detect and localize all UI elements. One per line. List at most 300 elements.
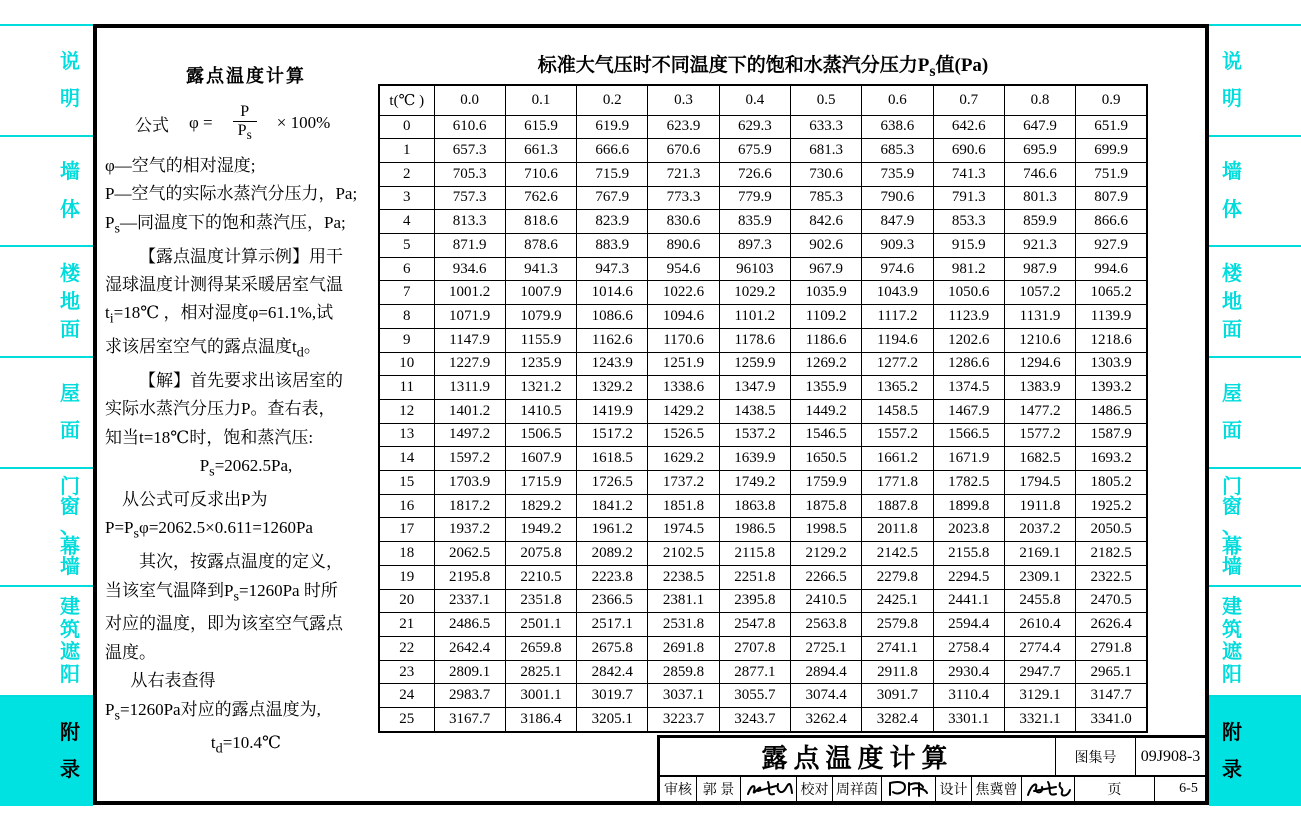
article-line-2: $P_s—$同温度下的饱和蒸汽压，Pa; bbox=[105, 212, 346, 237]
table-row-18 bbox=[379, 542, 1147, 566]
table-cell: 1851.8 bbox=[648, 494, 719, 518]
table-cell: 1393.2 bbox=[1076, 376, 1147, 400]
table-cell: 2659.8 bbox=[505, 636, 576, 660]
table-cell: 859.9 bbox=[1004, 210, 1075, 234]
table-cell: 670.6 bbox=[648, 139, 719, 163]
reviewer-signature-icon bbox=[744, 779, 794, 799]
table-cell: 1911.8 bbox=[1004, 494, 1075, 518]
table-cell: 897.3 bbox=[719, 234, 790, 258]
row-temp-label: 24 bbox=[379, 684, 434, 708]
table-cell: 2210.5 bbox=[505, 565, 576, 589]
designer-signature-icon bbox=[1022, 779, 1074, 799]
article-line-13: 其次，按露点温度的定义， bbox=[139, 552, 343, 572]
row-temp-label: 1 bbox=[379, 139, 434, 163]
table-cell: 638.6 bbox=[862, 115, 933, 139]
checker-signature bbox=[881, 777, 935, 801]
table-cell: 615.9 bbox=[505, 115, 576, 139]
table-cell: 1438.5 bbox=[719, 399, 790, 423]
sidebar-item-char: 墙 bbox=[1222, 161, 1242, 184]
table-cell: 1597.2 bbox=[434, 447, 505, 471]
sidebar-item-char: 楼 bbox=[60, 262, 80, 285]
formula-rhs: × 100% bbox=[276, 113, 331, 132]
table-cell: 818.6 bbox=[505, 210, 576, 234]
article-line-10: $P_s=2062.5Pa$, bbox=[199, 456, 293, 480]
table-cell: 757.3 bbox=[434, 186, 505, 210]
table-cell: 1937.2 bbox=[434, 518, 505, 542]
table-cell: 3262.4 bbox=[790, 708, 861, 732]
sidebar-item-char: 面 bbox=[1222, 318, 1242, 341]
table-cell: 685.3 bbox=[862, 139, 933, 163]
row-temp-label: 10 bbox=[379, 352, 434, 376]
table-cell: 726.6 bbox=[719, 162, 790, 186]
table-cell: 2351.8 bbox=[505, 589, 576, 613]
table-cell: 2395.8 bbox=[719, 589, 790, 613]
article-dew-point bbox=[105, 58, 387, 763]
table-cell: 830.6 bbox=[648, 210, 719, 234]
row-temp-label: 19 bbox=[379, 565, 434, 589]
table-cell: 2050.5 bbox=[1076, 518, 1147, 542]
table-cell: 1557.2 bbox=[862, 423, 933, 447]
table-cell: 3205.1 bbox=[577, 708, 648, 732]
table-cell: 909.3 bbox=[862, 234, 933, 258]
table-cell: 2023.8 bbox=[933, 518, 1004, 542]
article-line-4: 湿球温度计测得某采暖居室气温 bbox=[105, 275, 343, 295]
table-cell: 779.9 bbox=[719, 186, 790, 210]
table-cell: 785.3 bbox=[790, 186, 861, 210]
sidebar-item-char: 筑 bbox=[1222, 618, 1242, 641]
reviewer-signature bbox=[740, 777, 796, 801]
table-cell: 1178.6 bbox=[719, 328, 790, 352]
table-cell: 3301.1 bbox=[933, 708, 1004, 732]
table-cell: 3074.4 bbox=[790, 684, 861, 708]
table-cell: 1022.6 bbox=[648, 281, 719, 305]
checker-signature-icon bbox=[885, 779, 933, 799]
sidebar-item-0 bbox=[1209, 24, 1301, 135]
table-cell: 1974.5 bbox=[648, 518, 719, 542]
sidebar-item-char: 门 bbox=[1222, 475, 1242, 498]
table-cell: 1071.9 bbox=[434, 305, 505, 329]
table-cell: 2223.8 bbox=[577, 565, 648, 589]
table-row-20 bbox=[379, 589, 1147, 613]
sidebar-item-char: 建 bbox=[1222, 596, 1242, 619]
table-cell: 994.6 bbox=[1076, 257, 1147, 281]
table-cell: 1079.9 bbox=[505, 305, 576, 329]
table-cell: 2758.4 bbox=[933, 636, 1004, 660]
table-cell: 2859.8 bbox=[648, 660, 719, 684]
table-cell: 878.6 bbox=[505, 234, 576, 258]
table-cell: 2182.5 bbox=[1076, 542, 1147, 566]
table-cell: 2965.1 bbox=[1076, 660, 1147, 684]
table-row-1 bbox=[379, 139, 1147, 163]
table-cell: 3129.1 bbox=[1004, 684, 1075, 708]
article-line-17: 从右表查得 bbox=[130, 671, 216, 691]
table-cell: 1477.2 bbox=[1004, 399, 1075, 423]
sidebar-item-char: 说 bbox=[1222, 50, 1242, 73]
row-temp-label: 9 bbox=[379, 328, 434, 352]
table-cell: 657.3 bbox=[434, 139, 505, 163]
formula-label: 公式 bbox=[135, 115, 169, 135]
page-label: 页 bbox=[1074, 777, 1154, 801]
table-cell: 2517.1 bbox=[577, 613, 648, 637]
table-cell: 2707.8 bbox=[719, 636, 790, 660]
table-cell: 1210.6 bbox=[1004, 328, 1075, 352]
sidebar-item-5 bbox=[0, 585, 93, 696]
table-cell: 666.6 bbox=[577, 139, 648, 163]
sidebar-item-char: 、 bbox=[60, 515, 80, 538]
table-cell: 2741.1 bbox=[862, 636, 933, 660]
article-line-16: 温度。 bbox=[105, 642, 156, 662]
table-cell: 2011.8 bbox=[862, 518, 933, 542]
sheet-title: 露点温度计算 bbox=[761, 744, 954, 773]
table-cell: 1269.2 bbox=[790, 352, 861, 376]
table-cell: 2322.5 bbox=[1076, 565, 1147, 589]
table-cell: 2894.4 bbox=[790, 660, 861, 684]
table-header-temp: t(℃ ) bbox=[379, 85, 434, 115]
table-cell: 3186.4 bbox=[505, 708, 576, 732]
table-row-8 bbox=[379, 305, 1147, 329]
row-temp-label: 6 bbox=[379, 257, 434, 281]
table-cell: 1123.9 bbox=[933, 305, 1004, 329]
table-cell: 2531.8 bbox=[648, 613, 719, 637]
table-cell: 695.9 bbox=[1004, 139, 1075, 163]
table-cell: 1537.2 bbox=[719, 423, 790, 447]
table-cell: 2155.8 bbox=[933, 542, 1004, 566]
sidebar-item-6 bbox=[1209, 695, 1301, 806]
table-cell: 746.6 bbox=[1004, 162, 1075, 186]
table-cell: 675.9 bbox=[719, 139, 790, 163]
sidebar-item-char: 墙 bbox=[60, 161, 80, 184]
table-cell: 3019.7 bbox=[577, 684, 648, 708]
table-cell: 1401.2 bbox=[434, 399, 505, 423]
table-cell: 3110.4 bbox=[933, 684, 1004, 708]
table-cell: 890.6 bbox=[648, 234, 719, 258]
table-cell: 954.6 bbox=[648, 257, 719, 281]
table-row-25 bbox=[379, 708, 1147, 732]
table-cell: 1101.2 bbox=[719, 305, 790, 329]
article-line-12: $P=P_s\varphi=2062.5\times 0.611=1260Pa$ bbox=[105, 518, 313, 542]
table-cell: 2455.8 bbox=[1004, 589, 1075, 613]
table-cell: 1467.9 bbox=[933, 399, 1004, 423]
table-cell: 934.6 bbox=[434, 257, 505, 281]
table-header-0.6: 0.6 bbox=[862, 85, 933, 115]
row-temp-label: 3 bbox=[379, 186, 434, 210]
table-row-10 bbox=[379, 352, 1147, 376]
table-cell: 1050.6 bbox=[933, 281, 1004, 305]
table-cell: 1147.9 bbox=[434, 328, 505, 352]
row-temp-label: 8 bbox=[379, 305, 434, 329]
sidebar-item-char: 屋 bbox=[1222, 382, 1242, 405]
table-cell: 791.3 bbox=[933, 186, 1004, 210]
table-cell: 801.3 bbox=[1004, 186, 1075, 210]
sidebar-item-char: 录 bbox=[1222, 759, 1242, 782]
table-cell: 642.6 bbox=[933, 115, 1004, 139]
table-cell: 1998.5 bbox=[790, 518, 861, 542]
table-cell: 790.6 bbox=[862, 186, 933, 210]
table-cell: 629.3 bbox=[719, 115, 790, 139]
article-line-6: 求该居室空气的露点温度$t_d$。 bbox=[105, 337, 321, 361]
table-cell: 3091.7 bbox=[862, 684, 933, 708]
sidebar-item-5 bbox=[1209, 585, 1301, 696]
table-row-11 bbox=[379, 376, 1147, 400]
table-cell: 1875.8 bbox=[790, 494, 861, 518]
row-temp-label: 23 bbox=[379, 660, 434, 684]
row-temp-label: 20 bbox=[379, 589, 434, 613]
row-temp-label: 2 bbox=[379, 162, 434, 186]
atlas-number-label: 图集号 bbox=[1055, 738, 1135, 775]
table-cell: 1805.2 bbox=[1076, 471, 1147, 495]
table-cell: 2791.8 bbox=[1076, 636, 1147, 660]
table-cell: 773.3 bbox=[648, 186, 719, 210]
row-temp-label: 21 bbox=[379, 613, 434, 637]
table-cell: 967.9 bbox=[790, 257, 861, 281]
table-header-row bbox=[379, 85, 1147, 115]
table-cell: 921.3 bbox=[1004, 234, 1075, 258]
table-row-9 bbox=[379, 328, 1147, 352]
table-cell: 2470.5 bbox=[1076, 589, 1147, 613]
table-cell: 3243.7 bbox=[719, 708, 790, 732]
table-cell: 1517.2 bbox=[577, 423, 648, 447]
table-cell: 2911.8 bbox=[862, 660, 933, 684]
table-cell: 902.6 bbox=[790, 234, 861, 258]
table-cell: 1782.5 bbox=[933, 471, 1004, 495]
row-temp-label: 5 bbox=[379, 234, 434, 258]
table-cell: 1577.2 bbox=[1004, 423, 1075, 447]
table-cell: 1419.9 bbox=[577, 399, 648, 423]
table-cell: 1007.9 bbox=[505, 281, 576, 305]
table-cell: 1486.5 bbox=[1076, 399, 1147, 423]
row-temp-label: 18 bbox=[379, 542, 434, 566]
article-line-14: 当该室气温降到$P_s=1260Pa$ 时所 bbox=[105, 580, 338, 605]
table-cell: 1014.6 bbox=[577, 281, 648, 305]
table-cell: 883.9 bbox=[577, 234, 648, 258]
table-cell: 2195.8 bbox=[434, 565, 505, 589]
table-cell: 987.9 bbox=[1004, 257, 1075, 281]
table-cell: 710.6 bbox=[505, 162, 576, 186]
table-cell: 2547.8 bbox=[719, 613, 790, 637]
reviewer-label: 审核 bbox=[664, 783, 692, 798]
sidebar-item-char: 遮 bbox=[60, 641, 80, 664]
table-cell: 1899.8 bbox=[933, 494, 1004, 518]
table-cell: 690.6 bbox=[933, 139, 1004, 163]
table-cell: 1458.5 bbox=[862, 399, 933, 423]
table-cell: 2642.4 bbox=[434, 636, 505, 660]
table-cell: 1294.6 bbox=[1004, 352, 1075, 376]
row-temp-label: 7 bbox=[379, 281, 434, 305]
table-cell: 2825.1 bbox=[505, 660, 576, 684]
checker-label: 校对 bbox=[796, 777, 832, 801]
table-cell: 1035.9 bbox=[790, 281, 861, 305]
article-lines bbox=[105, 152, 387, 763]
sidebar-item-char: 面 bbox=[60, 420, 80, 443]
table-cell: 2102.5 bbox=[648, 542, 719, 566]
table-cell: 1497.2 bbox=[434, 423, 505, 447]
table-cell: 807.9 bbox=[1076, 186, 1147, 210]
table-cell: 835.9 bbox=[719, 210, 790, 234]
table-cell: 735.9 bbox=[862, 162, 933, 186]
table-cell: 2410.5 bbox=[790, 589, 861, 613]
table-cell: 2169.1 bbox=[1004, 542, 1075, 566]
sidebar-item-char: 说 bbox=[60, 50, 80, 73]
table-cell: 751.9 bbox=[1076, 162, 1147, 186]
table-cell: 1117.2 bbox=[862, 305, 933, 329]
table-row-15 bbox=[379, 471, 1147, 495]
table-cell: 2337.1 bbox=[434, 589, 505, 613]
table-cell: 619.9 bbox=[577, 115, 648, 139]
table-cell: 1726.5 bbox=[577, 471, 648, 495]
table-cell: 1817.2 bbox=[434, 494, 505, 518]
table-cell: 1057.2 bbox=[1004, 281, 1075, 305]
table-row-24 bbox=[379, 684, 1147, 708]
table-cell: 1661.2 bbox=[862, 447, 933, 471]
table-cell: 1235.9 bbox=[505, 352, 576, 376]
table-cell: 1863.8 bbox=[719, 494, 790, 518]
table-row-3 bbox=[379, 186, 1147, 210]
sidebar-item-char: 地 bbox=[1222, 290, 1242, 313]
table-cell: 981.2 bbox=[933, 257, 1004, 281]
sidebar-item-char: 墙 bbox=[1222, 555, 1242, 578]
table-cell: 1841.2 bbox=[577, 494, 648, 518]
table-cell: 1303.9 bbox=[1076, 352, 1147, 376]
table-cell: 3055.7 bbox=[719, 684, 790, 708]
title-block-bottom-row bbox=[660, 775, 1205, 801]
table-cell: 1639.9 bbox=[719, 447, 790, 471]
table-cell: 1286.6 bbox=[933, 352, 1004, 376]
sidebar-left-tabs bbox=[0, 24, 93, 806]
row-temp-label: 0 bbox=[379, 115, 434, 139]
table-cell: 1671.9 bbox=[933, 447, 1004, 471]
reviewer-name: 郭 景 bbox=[696, 777, 740, 801]
table-row-5 bbox=[379, 234, 1147, 258]
table-row-16 bbox=[379, 494, 1147, 518]
table-cell: 1449.2 bbox=[790, 399, 861, 423]
sidebar-item-char: 墙 bbox=[60, 555, 80, 578]
table-cell: 1227.9 bbox=[434, 352, 505, 376]
table-row-6 bbox=[379, 257, 1147, 281]
table-header-0.9: 0.9 bbox=[1076, 85, 1147, 115]
sidebar-item-4 bbox=[0, 467, 93, 585]
article-line-3: 【露点温度计算示例】用干 bbox=[139, 246, 343, 266]
table-cell: 847.9 bbox=[862, 210, 933, 234]
checker-name: 周祥茵 bbox=[832, 777, 881, 801]
table-cell: 941.3 bbox=[505, 257, 576, 281]
table-cell: 3341.0 bbox=[1076, 708, 1147, 732]
table-cell: 1526.5 bbox=[648, 423, 719, 447]
table-cell: 2425.1 bbox=[862, 589, 933, 613]
article-line-11: 从公式可反求出P为 bbox=[122, 490, 268, 510]
table-cell: 2279.8 bbox=[862, 565, 933, 589]
table-cell: 1374.5 bbox=[933, 376, 1004, 400]
sidebar-item-char: 筑 bbox=[60, 618, 80, 641]
table-cell: 721.3 bbox=[648, 162, 719, 186]
sidebar-item-char: 阳 bbox=[1222, 663, 1242, 686]
table-cell: 1029.2 bbox=[719, 281, 790, 305]
formula-numerator: P bbox=[240, 103, 250, 121]
sidebar-item-char: 阳 bbox=[60, 663, 80, 686]
table-cell: 1925.2 bbox=[1076, 494, 1147, 518]
table-row-12 bbox=[379, 399, 1147, 423]
table-cell: 705.3 bbox=[434, 162, 505, 186]
table-cell: 2725.1 bbox=[790, 636, 861, 660]
table-cell: 2774.4 bbox=[1004, 636, 1075, 660]
table-cell: 2381.1 bbox=[648, 589, 719, 613]
table-cell: 3037.1 bbox=[648, 684, 719, 708]
table-cell: 871.9 bbox=[434, 234, 505, 258]
formula bbox=[105, 98, 387, 148]
table-cell: 2238.5 bbox=[648, 565, 719, 589]
table-cell: 633.3 bbox=[790, 115, 861, 139]
table-body bbox=[379, 115, 1147, 732]
table-cell: 2691.8 bbox=[648, 636, 719, 660]
sidebar-item-char: 明 bbox=[1222, 88, 1242, 111]
sidebar-item-0 bbox=[0, 24, 93, 135]
row-temp-label: 13 bbox=[379, 423, 434, 447]
table-cell: 96103 bbox=[719, 257, 790, 281]
article-line-8: 实际水蒸汽分压力P。查右表， bbox=[105, 399, 336, 419]
formula-denominator: $P_s$ bbox=[233, 121, 257, 143]
table-header-0.8: 0.8 bbox=[1004, 85, 1075, 115]
table-cell: 1202.6 bbox=[933, 328, 1004, 352]
table-cell: 2294.5 bbox=[933, 565, 1004, 589]
table-cell: 823.9 bbox=[577, 210, 648, 234]
page-frame bbox=[93, 24, 1209, 805]
designer-label: 设计 bbox=[935, 777, 971, 801]
table-cell: 661.3 bbox=[505, 139, 576, 163]
sidebar-item-3 bbox=[0, 356, 93, 467]
table-cell: 1429.2 bbox=[648, 399, 719, 423]
table-cell: 1355.9 bbox=[790, 376, 861, 400]
article-line-15: 对应的温度，即为该室空气露点 bbox=[105, 614, 343, 634]
table-cell: 1259.9 bbox=[719, 352, 790, 376]
table-cell: 3147.7 bbox=[1076, 684, 1147, 708]
table-cell: 1566.5 bbox=[933, 423, 1004, 447]
table-cell: 2675.8 bbox=[577, 636, 648, 660]
sidebar-item-4 bbox=[1209, 467, 1301, 585]
table-title: 标准大气压时不同温度下的饱和水蒸汽分压力$P_s$值(Pa) bbox=[537, 55, 989, 80]
table-cell: 1607.9 bbox=[505, 447, 576, 471]
row-temp-label: 11 bbox=[379, 376, 434, 400]
table-row-2 bbox=[379, 162, 1147, 186]
formula-fraction bbox=[233, 103, 257, 143]
row-temp-label: 15 bbox=[379, 471, 434, 495]
sidebar-item-char: 窗 bbox=[60, 495, 80, 518]
table-cell: 699.9 bbox=[1076, 139, 1147, 163]
page-number: 6-5 bbox=[1154, 777, 1222, 801]
sidebar-left bbox=[0, 0, 93, 833]
sidebar-item-1 bbox=[1209, 135, 1301, 246]
table-cell: 2062.5 bbox=[434, 542, 505, 566]
table-row-0 bbox=[379, 115, 1147, 139]
article-line-19: $t_d=10.4℃$ bbox=[210, 733, 282, 757]
article-line-7: 【解】首先要求出该居室的 bbox=[139, 371, 343, 391]
table-cell: 2441.1 bbox=[933, 589, 1004, 613]
table-cell: 1506.5 bbox=[505, 423, 576, 447]
table-cell: 1131.9 bbox=[1004, 305, 1075, 329]
table-cell: 2501.1 bbox=[505, 613, 576, 637]
table-cell: 2626.4 bbox=[1076, 613, 1147, 637]
sidebar-item-char: 明 bbox=[60, 88, 80, 111]
table-cell: 1043.9 bbox=[862, 281, 933, 305]
table-cell: 1086.6 bbox=[577, 305, 648, 329]
table-cell: 1277.2 bbox=[862, 352, 933, 376]
table-cell: 610.6 bbox=[434, 115, 505, 139]
table-row-22 bbox=[379, 636, 1147, 660]
sidebar-item-char: 屋 bbox=[60, 382, 80, 405]
table-row-19 bbox=[379, 565, 1147, 589]
article-line-0: φ—空气的相对湿度; bbox=[105, 156, 256, 175]
table-cell: 1629.2 bbox=[648, 447, 719, 471]
table-cell: 2983.7 bbox=[434, 684, 505, 708]
table-cell: 1703.9 bbox=[434, 471, 505, 495]
